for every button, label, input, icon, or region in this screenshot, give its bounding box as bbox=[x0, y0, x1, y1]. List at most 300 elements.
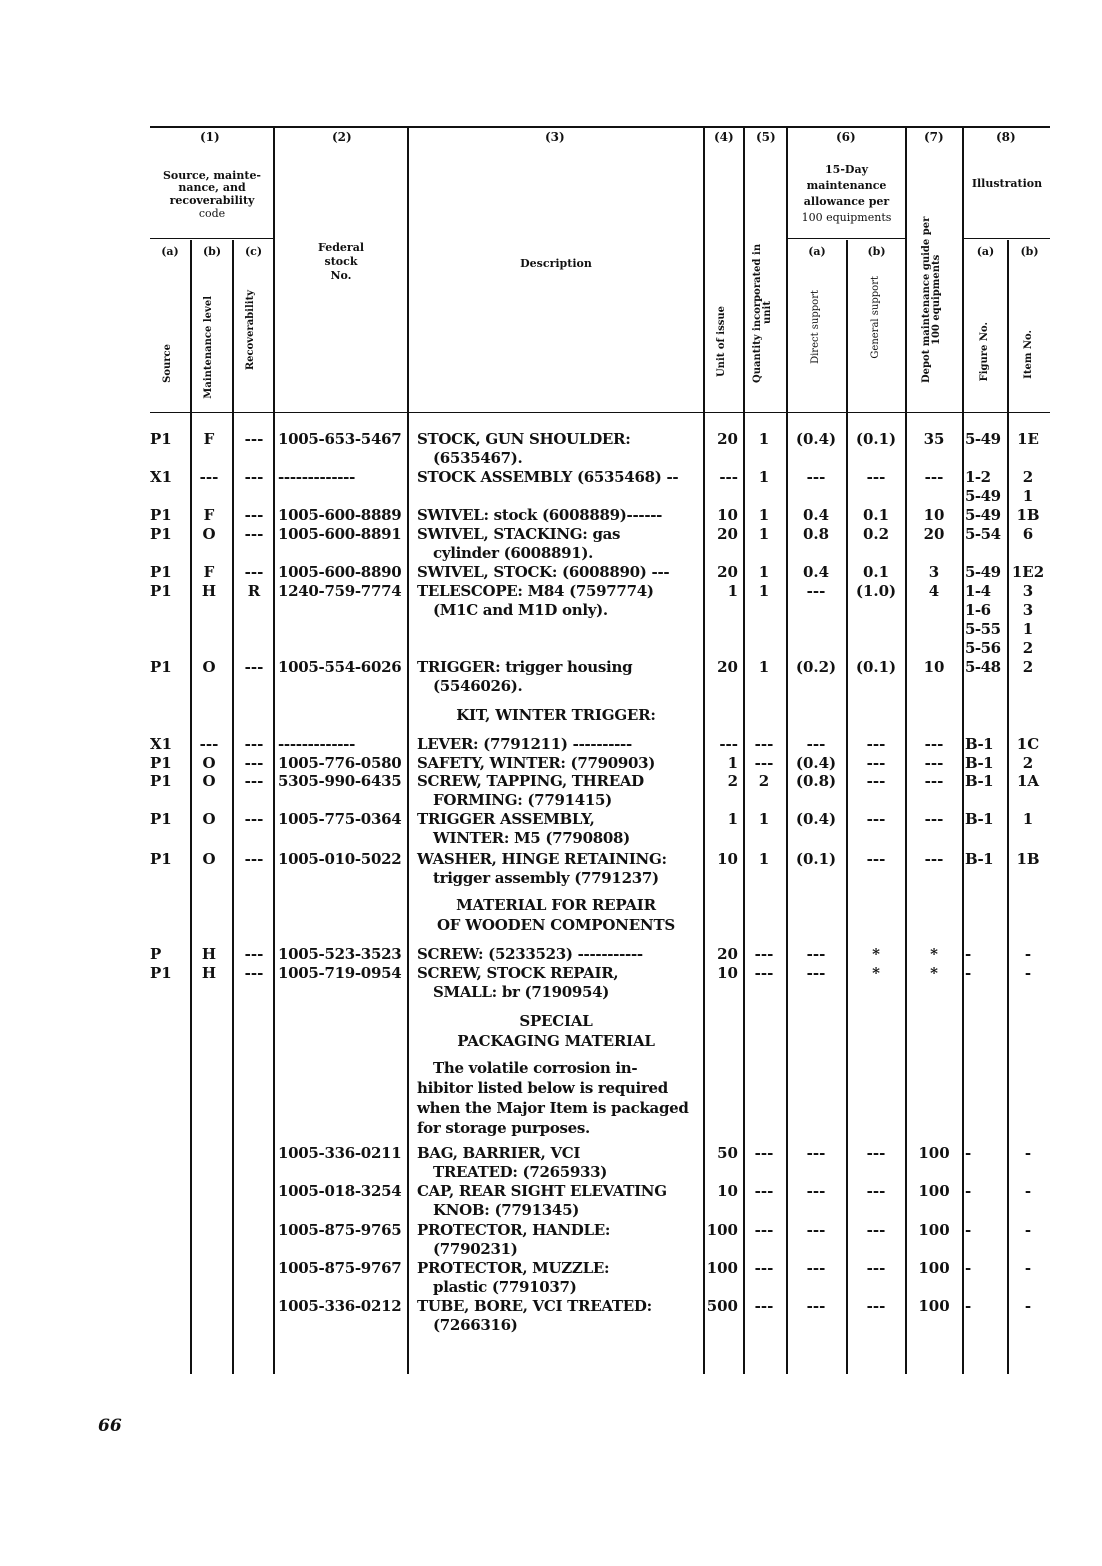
unit-of-issue-cell: --- bbox=[719, 735, 738, 753]
item-no-cell: 1B bbox=[1016, 850, 1040, 868]
maintenance-level-header: Maintenance level bbox=[203, 296, 214, 399]
quantity-incorporated-cell: 1 bbox=[758, 658, 770, 676]
recoverability-code-cell: --- bbox=[244, 430, 264, 448]
figure-no-cell: 5-49 bbox=[965, 506, 1001, 524]
source-code-cell: P1 bbox=[150, 506, 172, 524]
col2-number: (2) bbox=[332, 130, 352, 144]
description-cell: SCREW, STOCK REPAIR, bbox=[417, 964, 619, 982]
figure-no-cell: - bbox=[965, 1259, 971, 1277]
description-cell: SMALL: br (7190954) bbox=[433, 983, 610, 1001]
depot-guide-cell: 20 bbox=[923, 525, 945, 543]
col1-sub-rule bbox=[150, 238, 274, 239]
maintenance-level-cell: F bbox=[203, 506, 215, 524]
direct-support-cell: --- bbox=[806, 735, 826, 753]
table-row bbox=[150, 430, 1050, 448]
direct-support-cell: (0.4) bbox=[795, 430, 837, 448]
source-code-cell: P1 bbox=[150, 754, 172, 772]
source-code-cell: P1 bbox=[150, 658, 172, 676]
note-line: The volatile corrosion in- bbox=[433, 1059, 638, 1077]
table-row bbox=[150, 791, 1050, 809]
depot-guide-cell: 35 bbox=[923, 430, 945, 448]
unit-of-issue-cell: 100 bbox=[706, 1259, 738, 1277]
general-support-cell: * bbox=[872, 964, 880, 982]
recoverability-code-cell: --- bbox=[244, 772, 264, 790]
item-no-cell: 2 bbox=[1022, 658, 1034, 676]
quantity-incorporated-cell: 1 bbox=[758, 525, 770, 543]
maintenance-level-cell: O bbox=[202, 772, 216, 790]
description-cell: TUBE, BORE, VCI TREATED: bbox=[417, 1297, 652, 1315]
figure-no-cell: B-1 bbox=[965, 810, 994, 828]
figure-no-cell: 5-56 bbox=[965, 639, 1001, 657]
section-heading-packaging: PACKAGING MATERIAL bbox=[457, 1032, 655, 1050]
figure-no-cell: - bbox=[965, 964, 971, 982]
depot-guide-cell: --- bbox=[924, 810, 944, 828]
direct-support-cell: --- bbox=[806, 1297, 826, 1315]
general-support-cell: (0.1) bbox=[855, 430, 897, 448]
figure-no-cell: - bbox=[965, 1221, 971, 1239]
item-no-cell: - bbox=[1024, 1144, 1032, 1162]
source-code-cell: P bbox=[150, 945, 162, 963]
table-row bbox=[150, 487, 1050, 505]
col7-number: (7) bbox=[924, 130, 944, 144]
federal-stock-number-cell: 1005-875-9765 bbox=[278, 1221, 402, 1239]
federal-stock-number-cell: ------------- bbox=[278, 735, 356, 753]
unit-of-issue-cell: 500 bbox=[706, 1297, 738, 1315]
depot-guide-cell: 100 bbox=[918, 1297, 950, 1315]
direct-support-cell: --- bbox=[806, 1144, 826, 1162]
recoverability-code-cell: --- bbox=[244, 810, 264, 828]
depot-guide-cell: 100 bbox=[918, 1182, 950, 1200]
table-row bbox=[150, 754, 1050, 772]
table-row bbox=[150, 1163, 1050, 1181]
figure-no-cell: 5-55 bbox=[965, 620, 1001, 638]
federal-stock-number-cell: 1240-759-7774 bbox=[278, 582, 402, 600]
col1-title-line: Source, mainte- bbox=[162, 169, 262, 182]
depot-guide-cell: * bbox=[930, 945, 938, 963]
federal-stock-number-cell: 1005-010-5022 bbox=[278, 850, 402, 868]
depot-guide-cell: --- bbox=[924, 772, 944, 790]
description-cell: (M1C and M1D only). bbox=[433, 601, 608, 619]
section-heading-material-repair: MATERIAL FOR REPAIR bbox=[456, 896, 656, 914]
item-no-cell: 6 bbox=[1022, 525, 1034, 543]
col6a-label: (a) bbox=[808, 245, 826, 258]
maintenance-level-cell: F bbox=[203, 430, 215, 448]
recoverability-code-cell: --- bbox=[244, 735, 264, 753]
quantity-incorporated-cell: 2 bbox=[758, 772, 770, 790]
federal-stock-number-cell: ------------- bbox=[278, 468, 356, 486]
maintenance-level-cell: O bbox=[202, 810, 216, 828]
unit-of-issue-cell: 50 bbox=[717, 1144, 738, 1162]
general-support-cell: --- bbox=[866, 810, 886, 828]
description-cell: KNOB: (7791345) bbox=[433, 1201, 580, 1219]
general-support-cell: --- bbox=[866, 754, 886, 772]
recoverability-code-cell: R bbox=[247, 582, 261, 600]
item-no-cell: 3 bbox=[1022, 582, 1034, 600]
col6-number: (6) bbox=[836, 130, 856, 144]
federal-stock-number-cell: 1005-719-0954 bbox=[278, 964, 402, 982]
description-cell: SCREW, TAPPING, THREAD bbox=[417, 772, 644, 790]
source-code-cell: P1 bbox=[150, 772, 172, 790]
depot-guide-cell: --- bbox=[924, 850, 944, 868]
item-no-cell: 3 bbox=[1022, 601, 1034, 619]
direct-support-cell: --- bbox=[806, 582, 826, 600]
unit-of-issue-cell: 10 bbox=[717, 964, 738, 982]
source-code-cell: P1 bbox=[150, 582, 172, 600]
table-row bbox=[150, 1259, 1050, 1277]
qty-incorporated-header: Quantity incorporated in unit bbox=[752, 243, 773, 383]
unit-of-issue-cell: 20 bbox=[717, 658, 738, 676]
description-cell: SWIVEL, STOCK: (6008890) --- bbox=[417, 563, 670, 581]
general-support-cell: --- bbox=[866, 1144, 886, 1162]
federal-stock-number-cell: 1005-600-8889 bbox=[278, 506, 402, 524]
description-cell: PROTECTOR, HANDLE: bbox=[417, 1221, 611, 1239]
depot-guide-cell: 100 bbox=[918, 1144, 950, 1162]
direct-support-cell: 0.4 bbox=[802, 563, 830, 581]
description-cell: PROTECTOR, MUZZLE: bbox=[417, 1259, 610, 1277]
item-no-cell: 2 bbox=[1022, 468, 1034, 486]
table-row bbox=[150, 945, 1050, 963]
depot-guide-cell: 10 bbox=[923, 506, 945, 524]
figure-no-cell: B-1 bbox=[965, 772, 994, 790]
direct-support-cell: (0.8) bbox=[795, 772, 837, 790]
unit-of-issue-cell: 1 bbox=[727, 582, 738, 600]
packaging-note bbox=[417, 1058, 703, 1138]
figure-no-cell: - bbox=[965, 1144, 971, 1162]
table-row bbox=[150, 506, 1050, 524]
maintenance-level-cell: O bbox=[202, 525, 216, 543]
quantity-incorporated-cell: --- bbox=[754, 1144, 774, 1162]
figure-no-cell: 5-48 bbox=[965, 658, 1001, 676]
section-heading-special: SPECIAL bbox=[519, 1012, 593, 1030]
table-row bbox=[150, 1316, 1050, 1334]
quantity-incorporated-cell: --- bbox=[754, 735, 774, 753]
source-code-cell: P1 bbox=[150, 563, 172, 581]
description-cell: TRIGGER: trigger housing bbox=[417, 658, 633, 676]
description-cell: TELESCOPE: M84 (7597774) bbox=[417, 582, 654, 600]
note-line: when the Major Item is packaged bbox=[417, 1099, 689, 1117]
source-header: Source bbox=[162, 344, 173, 383]
description-cell: (6535467). bbox=[433, 449, 523, 467]
description-cell: TREATED: (7265933) bbox=[433, 1163, 608, 1181]
federal-stock-number-cell: 1005-875-9767 bbox=[278, 1259, 402, 1277]
quantity-incorporated-cell: --- bbox=[754, 754, 774, 772]
depot-guide-cell: 3 bbox=[928, 563, 940, 581]
table-row bbox=[150, 964, 1050, 982]
maintenance-level-cell: H bbox=[201, 945, 217, 963]
description-cell: SCREW: (5233523) ----------- bbox=[417, 945, 643, 963]
quantity-incorporated-cell: 1 bbox=[758, 468, 770, 486]
table-row bbox=[150, 983, 1050, 1001]
col1-title-line: recoverability bbox=[169, 194, 255, 207]
table-row bbox=[150, 582, 1050, 600]
general-support-cell: 0.1 bbox=[862, 563, 890, 581]
general-support-cell: --- bbox=[866, 1182, 886, 1200]
section-heading-material-repair: OF WOODEN COMPONENTS bbox=[436, 916, 676, 934]
maintenance-level-cell: H bbox=[201, 582, 217, 600]
table-row bbox=[150, 1144, 1050, 1162]
federal-stock-number-cell: 1005-600-8891 bbox=[278, 525, 402, 543]
quantity-incorporated-cell: 1 bbox=[758, 506, 770, 524]
col1c-label: (c) bbox=[244, 245, 263, 258]
col1b-label: (b) bbox=[202, 245, 222, 258]
col8-number: (8) bbox=[996, 130, 1016, 144]
recoverability-header: Recoverability bbox=[245, 290, 256, 371]
item-no-cell: 1 bbox=[1022, 810, 1034, 828]
col6-title-line: allowance per bbox=[803, 195, 890, 208]
direct-support-cell: (0.2) bbox=[795, 658, 837, 676]
description-cell: WINTER: M5 (7790808) bbox=[433, 829, 630, 847]
recoverability-code-cell: --- bbox=[244, 506, 264, 524]
description-cell: trigger assembly (7791237) bbox=[433, 869, 659, 887]
table-row bbox=[150, 639, 1050, 657]
federal-stock-number-cell: 1005-018-3254 bbox=[278, 1182, 402, 1200]
federal-stock-number-cell: 1005-554-6026 bbox=[278, 658, 402, 676]
table-row bbox=[150, 563, 1050, 581]
item-no-cell: 2 bbox=[1022, 639, 1034, 657]
figure-no-header: Figure No. bbox=[979, 322, 990, 382]
table-row bbox=[150, 850, 1050, 868]
recoverability-code-cell: --- bbox=[244, 964, 264, 982]
depot-guide-cell: 4 bbox=[928, 582, 940, 600]
col6-title-line: maintenance bbox=[806, 179, 887, 192]
source-code-cell: P1 bbox=[150, 964, 172, 982]
maintenance-level-cell: O bbox=[202, 658, 216, 676]
direct-support-cell: --- bbox=[806, 1182, 826, 1200]
direct-support-cell: 0.8 bbox=[802, 525, 830, 543]
figure-no-cell: 5-54 bbox=[965, 525, 1001, 543]
general-support-cell: (1.0) bbox=[855, 582, 897, 600]
recoverability-code-cell: --- bbox=[244, 658, 264, 676]
recoverability-code-cell: --- bbox=[244, 754, 264, 772]
description-cell: SWIVEL, STACKING: gas bbox=[417, 525, 621, 543]
unit-of-issue-cell: 20 bbox=[717, 430, 738, 448]
figure-no-cell: 1-4 bbox=[965, 582, 991, 600]
note-line: hibitor listed below is required bbox=[417, 1079, 668, 1097]
table-row bbox=[150, 1182, 1050, 1200]
table-row bbox=[150, 658, 1050, 676]
description-header: Description bbox=[520, 257, 592, 270]
page-number: 66 bbox=[98, 1416, 122, 1436]
table-row bbox=[150, 1297, 1050, 1315]
maintenance-level-cell: O bbox=[202, 850, 216, 868]
table-row bbox=[150, 869, 1050, 887]
col1a-label: (a) bbox=[161, 245, 179, 258]
unit-of-issue-cell: 2 bbox=[727, 772, 738, 790]
depot-guide-header: Depot maintenance guide per 100 equipments bbox=[921, 216, 942, 384]
item-no-cell: - bbox=[1024, 1297, 1032, 1315]
description-cell: (5546026). bbox=[433, 677, 523, 695]
table-row bbox=[150, 1221, 1050, 1239]
description-cell: WASHER, HINGE RETAINING: bbox=[417, 850, 667, 868]
col8b-label: (b) bbox=[1020, 245, 1039, 258]
federal-stock-number-cell: 1005-653-5467 bbox=[278, 430, 402, 448]
general-support-cell: --- bbox=[866, 735, 886, 753]
direct-support-cell: --- bbox=[806, 1221, 826, 1239]
table-row bbox=[150, 1240, 1050, 1258]
direct-support-cell: (0.4) bbox=[795, 810, 837, 828]
description-cell: CAP, REAR SIGHT ELEVATING bbox=[417, 1182, 667, 1200]
source-code-cell: X1 bbox=[150, 468, 173, 486]
depot-guide-cell: 100 bbox=[918, 1259, 950, 1277]
col6-title-line: 100 equipments bbox=[801, 211, 892, 224]
description-cell: FORMING: (7791415) bbox=[433, 791, 612, 809]
table-row bbox=[150, 735, 1050, 753]
col1-title-line: code bbox=[198, 207, 226, 220]
depot-guide-cell: --- bbox=[924, 754, 944, 772]
source-code-cell: P1 bbox=[150, 525, 172, 543]
recoverability-code-cell: --- bbox=[244, 850, 264, 868]
federal-stock-number-cell: 1005-336-0212 bbox=[278, 1297, 402, 1315]
section-heading-kit-winter-trigger: KIT, WINTER TRIGGER: bbox=[456, 706, 656, 724]
direct-support-cell: --- bbox=[806, 945, 826, 963]
general-support-cell: (0.1) bbox=[855, 658, 897, 676]
general-support-cell: 0.2 bbox=[862, 525, 890, 543]
table-row bbox=[150, 772, 1050, 790]
item-no-cell: 1A bbox=[1016, 772, 1040, 790]
depot-guide-cell: 10 bbox=[923, 658, 945, 676]
item-no-cell: 1 bbox=[1022, 620, 1034, 638]
table-row bbox=[150, 449, 1050, 467]
figure-no-cell: 1-6 bbox=[965, 601, 991, 619]
unit-of-issue-cell: 100 bbox=[706, 1221, 738, 1239]
item-no-cell: 1 bbox=[1022, 487, 1034, 505]
description-cell: (7266316) bbox=[433, 1316, 518, 1334]
description-cell: SAFETY, WINTER: (7790903) bbox=[417, 754, 656, 772]
table-row bbox=[150, 601, 1050, 619]
col8-sub-rule bbox=[963, 238, 1050, 239]
description-cell: STOCK ASSEMBLY (6535468) -- bbox=[417, 468, 679, 486]
figure-no-cell: 5-49 bbox=[965, 487, 1001, 505]
figure-no-cell: B-1 bbox=[965, 850, 994, 868]
direct-support-cell: --- bbox=[806, 468, 826, 486]
general-support-cell: --- bbox=[866, 468, 886, 486]
figure-no-cell: - bbox=[965, 1182, 971, 1200]
direct-support-cell: --- bbox=[806, 1259, 826, 1277]
table-row bbox=[150, 468, 1050, 486]
quantity-incorporated-cell: --- bbox=[754, 964, 774, 982]
figure-no-cell: B-1 bbox=[965, 735, 994, 753]
col6b-label: (b) bbox=[867, 245, 886, 258]
item-no-cell: 1E2 bbox=[1011, 563, 1045, 581]
table-row bbox=[150, 544, 1050, 562]
table-row bbox=[150, 620, 1050, 638]
federal-stock-number-cell: 1005-336-0211 bbox=[278, 1144, 402, 1162]
general-support-cell: --- bbox=[866, 850, 886, 868]
federal-stock-number-cell: 5305-990-6435 bbox=[278, 772, 402, 790]
federal-stock-number-cell: 1005-776-0580 bbox=[278, 754, 402, 772]
federal-stock-number-cell: 1005-523-3523 bbox=[278, 945, 402, 963]
note-line: for storage purposes. bbox=[417, 1119, 590, 1137]
maintenance-level-cell: O bbox=[202, 754, 216, 772]
source-code-cell: P1 bbox=[150, 810, 172, 828]
col3-number: (3) bbox=[545, 130, 565, 144]
description-cell: cylinder (6008891). bbox=[433, 544, 594, 562]
description-cell: plastic (7791037) bbox=[433, 1278, 577, 1296]
header-bottom-rule bbox=[150, 412, 1050, 413]
unit-of-issue-cell: 20 bbox=[717, 945, 738, 963]
general-support-cell: 0.1 bbox=[862, 506, 890, 524]
source-code-cell: P1 bbox=[150, 430, 172, 448]
unit-of-issue-cell: 10 bbox=[717, 506, 738, 524]
col1-number: (1) bbox=[200, 130, 220, 144]
recoverability-code-cell: --- bbox=[244, 468, 264, 486]
general-support-cell: --- bbox=[866, 1221, 886, 1239]
recoverability-code-cell: --- bbox=[244, 945, 264, 963]
recoverability-code-cell: --- bbox=[244, 563, 264, 581]
col5-number: (5) bbox=[756, 130, 776, 144]
illustration-header: Illustration bbox=[971, 177, 1043, 190]
item-no-cell: 1C bbox=[1016, 735, 1040, 753]
col4-number: (4) bbox=[714, 130, 734, 144]
unit-of-issue-cell: 20 bbox=[717, 563, 738, 581]
item-no-cell: 2 bbox=[1022, 754, 1034, 772]
unit-of-issue-cell: 10 bbox=[717, 850, 738, 868]
figure-no-cell: 5-49 bbox=[965, 430, 1001, 448]
source-code-cell: X1 bbox=[150, 735, 173, 753]
direct-support-cell: 0.4 bbox=[802, 506, 830, 524]
depot-guide-cell: --- bbox=[924, 468, 944, 486]
col6-sub-rule bbox=[786, 238, 906, 239]
figure-no-cell: 5-49 bbox=[965, 563, 1001, 581]
general-support-cell: --- bbox=[866, 772, 886, 790]
figure-no-cell: B-1 bbox=[965, 754, 994, 772]
description-cell: STOCK, GUN SHOULDER: bbox=[417, 430, 631, 448]
description-cell: (7790231) bbox=[433, 1240, 518, 1258]
item-no-cell: - bbox=[1024, 1221, 1032, 1239]
table-row bbox=[150, 677, 1050, 695]
unit-of-issue-cell: 10 bbox=[717, 1182, 738, 1200]
col1-title-line: nance, and bbox=[178, 181, 246, 194]
quantity-incorporated-cell: 1 bbox=[758, 810, 770, 828]
item-no-cell: - bbox=[1024, 1259, 1032, 1277]
table-row bbox=[150, 1278, 1050, 1296]
general-support-header: General support bbox=[870, 276, 881, 359]
table-top-rule bbox=[150, 126, 1050, 128]
table-row bbox=[150, 525, 1050, 543]
source-code-cell: P1 bbox=[150, 850, 172, 868]
unit-of-issue-cell: 1 bbox=[727, 754, 738, 772]
quantity-incorporated-cell: --- bbox=[754, 1182, 774, 1200]
item-no-cell: - bbox=[1024, 964, 1032, 982]
fsn-header-line: No. bbox=[330, 269, 352, 282]
quantity-incorporated-cell: 1 bbox=[758, 850, 770, 868]
quantity-incorporated-cell: --- bbox=[754, 1259, 774, 1277]
item-no-cell: - bbox=[1024, 1182, 1032, 1200]
direct-support-cell: --- bbox=[806, 964, 826, 982]
maintenance-level-cell: H bbox=[201, 964, 217, 982]
general-support-cell: --- bbox=[866, 1259, 886, 1277]
description-cell: BAG, BARRIER, VCI bbox=[417, 1144, 581, 1162]
figure-no-cell: - bbox=[965, 1297, 971, 1315]
depot-guide-cell: * bbox=[930, 964, 938, 982]
federal-stock-number-cell: 1005-600-8890 bbox=[278, 563, 402, 581]
figure-no-cell: - bbox=[965, 945, 971, 963]
item-no-cell: - bbox=[1024, 945, 1032, 963]
recoverability-code-cell: --- bbox=[244, 525, 264, 543]
quantity-incorporated-cell: 1 bbox=[758, 563, 770, 581]
unit-of-issue-cell: 1 bbox=[727, 810, 738, 828]
col6-title-line: 15-Day bbox=[825, 163, 868, 176]
depot-guide-cell: --- bbox=[924, 735, 944, 753]
federal-stock-number-cell: 1005-775-0364 bbox=[278, 810, 402, 828]
quantity-incorporated-cell: --- bbox=[754, 1297, 774, 1315]
quantity-incorporated-cell: 1 bbox=[758, 582, 770, 600]
general-support-cell: --- bbox=[866, 1297, 886, 1315]
table-row bbox=[150, 829, 1050, 847]
item-no-cell: 1B bbox=[1016, 506, 1040, 524]
table-row bbox=[150, 1201, 1050, 1219]
quantity-incorporated-cell: --- bbox=[754, 945, 774, 963]
